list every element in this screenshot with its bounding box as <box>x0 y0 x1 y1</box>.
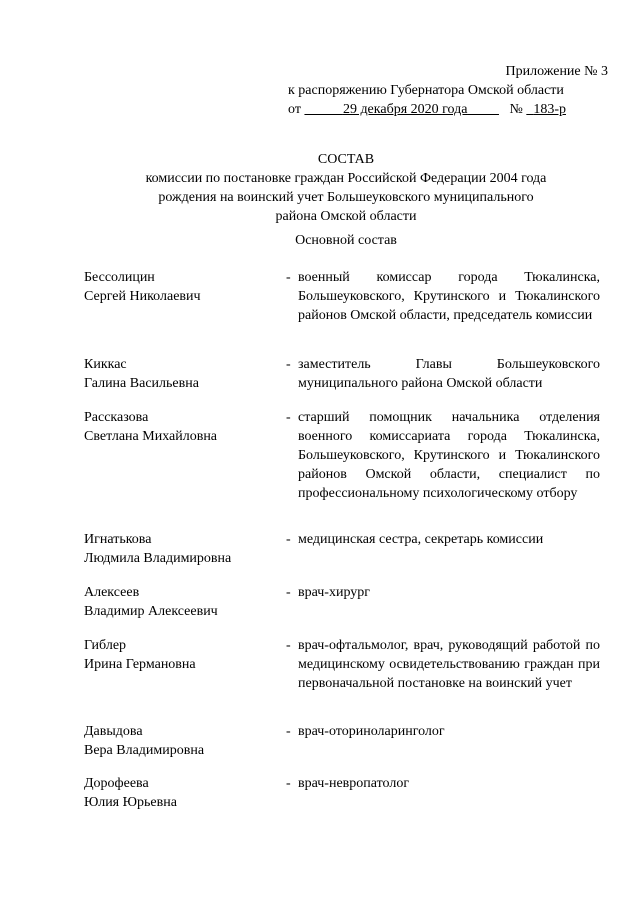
dash: - <box>286 638 291 653</box>
member-role: врач-невропатолог <box>298 776 410 791</box>
title-line-2: рождения на воинский учет Большеуковского муниципального <box>158 190 534 205</box>
title-line-3: района Омской области <box>275 209 417 224</box>
member-role: врач-офтальмолог, врач, руководящий работой по медицинскому освидетельствованию граждан при первоначальной постановке на воинский учет <box>298 638 600 691</box>
member-name: Бессолицин Сергей Николаевич <box>84 270 201 304</box>
member-role: старший помощник начальника отделения военного комиссариата города Тюкалинска, Большеуковского, Крутинского и Тюкалинского районов Омской области, специалист по профессиональному психологическому отбору <box>298 410 600 501</box>
title-heading: СОСТАВ <box>317 152 375 167</box>
dash: - <box>286 270 291 285</box>
member-role: заместитель Главы Большеуковского муниципального района Омской области <box>298 357 600 391</box>
number-prefix: № <box>509 102 523 117</box>
appendix-date-line <box>288 100 608 119</box>
date-prefix: от <box>288 102 301 117</box>
section-title: Основной состав <box>295 233 397 248</box>
document-title <box>96 150 596 226</box>
dash: - <box>286 776 291 791</box>
member-name: Рассказова Светлана Михайловна <box>84 410 218 444</box>
member-role: врач-хирург <box>298 585 371 600</box>
title-line-1: комиссии по постановке граждан Российской Федерации 2004 года <box>145 171 547 186</box>
member-role: медицинская сестра, секретарь комиссии <box>298 532 544 547</box>
member-name: Игнатькова Людмила Владимировна <box>84 532 232 566</box>
appendix-header <box>288 62 608 119</box>
member-role: военный комиссар города Тюкалинска, Большеуковского, Крутинского и Тюкалинского районов Омской области, председатель комиссии <box>298 270 600 323</box>
date-value: 29 декабря 2020 года <box>342 102 468 117</box>
appendix-number: Приложение № 3 <box>505 64 608 79</box>
dash: - <box>286 532 291 547</box>
dash: - <box>286 357 291 372</box>
dash: - <box>286 585 291 600</box>
dash: - <box>286 410 291 425</box>
number-value: 183-р <box>533 102 566 117</box>
member-name: Дорофеева Юлия Юрьевна <box>84 776 177 810</box>
dash: - <box>286 724 291 739</box>
member-name: Давыдова Вера Владимировна <box>84 724 205 758</box>
member-name: Гиблер Ирина Германовна <box>84 638 196 672</box>
member-name: Алексеев Владимир Алексеевич <box>84 585 218 619</box>
appendix-order-ref: к распоряжению Губернатора Омской области <box>288 83 564 98</box>
member-role: врач-оториноларинголог <box>298 724 445 739</box>
member-name: Киккас Галина Васильевна <box>84 357 199 391</box>
